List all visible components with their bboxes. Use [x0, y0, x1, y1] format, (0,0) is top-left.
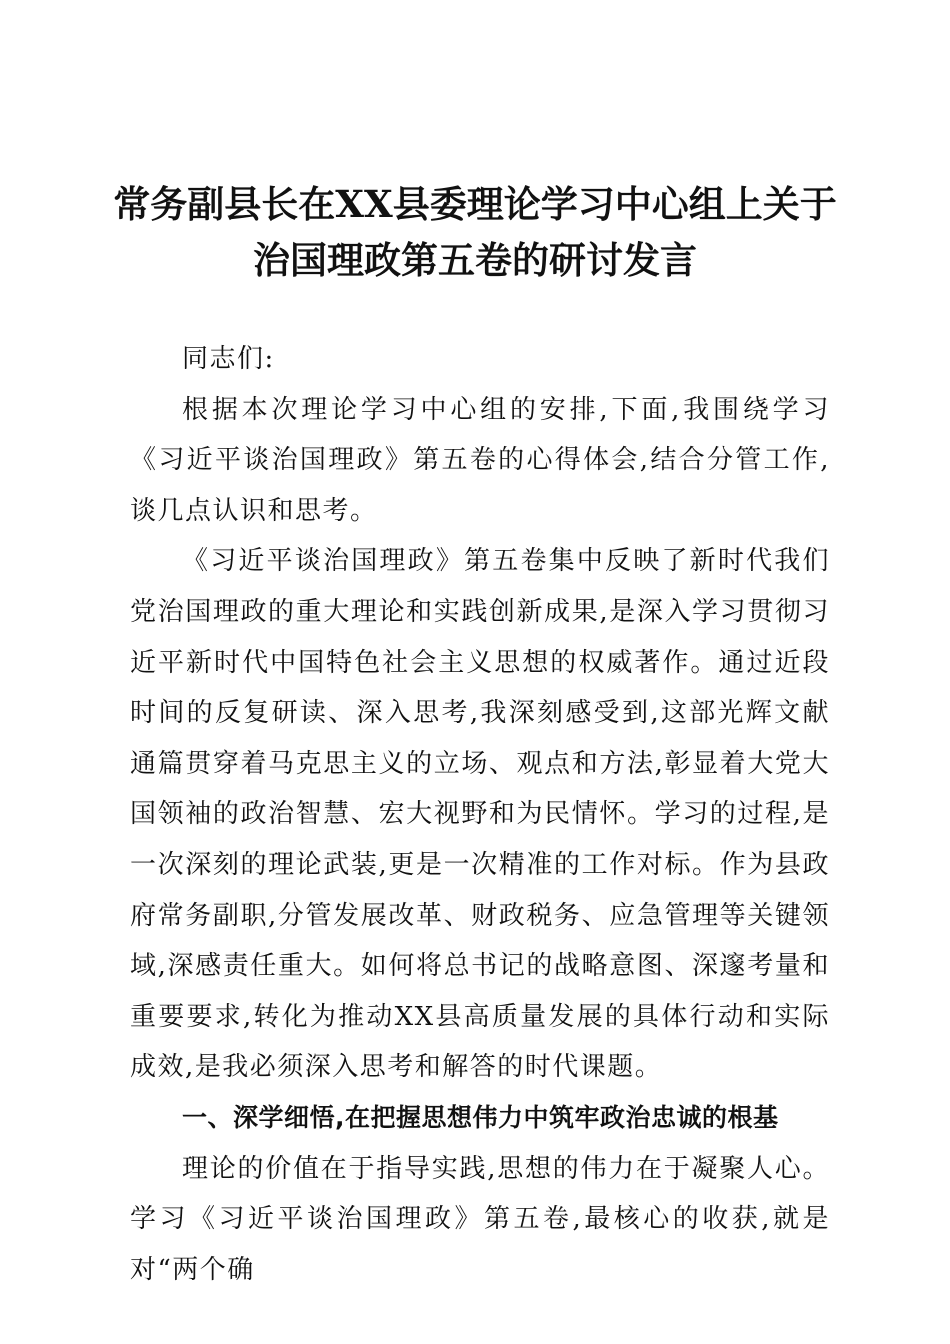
- title-line-1: 常务副县长在XX县委理论学习中心组上关于: [113, 182, 837, 226]
- paragraph-intro: 根据本次理论学习中心组的安排,下面,我围绕学习《习近平谈治国理政》第五卷的心得体会,结合分管工作,谈几点认识和思考。: [130, 394, 830, 526]
- salutation: 同志们:: [182, 344, 275, 374]
- document-title: [100, 176, 850, 288]
- paragraph-overview: 《习近平谈治国理政》第五卷集中反映了新时代我们党治国理政的重大理论和实践创新成果,是深入学习贯彻习近平新时代中国特色社会主义思想的权威著作。通过近段时间的反复研读、深入思考,我深刻感受到,这部光辉文献通篇贯穿着马克思主义的立场、观点和方法,彰显着大党大国领袖的政治智慧、宏大视野和为民情怀。学习的过程,是一次深刻的理论武装,更是一次精准的工作对标。作为县政府常务副职,分管发展改革、财政税务、应急管理等关键领域,深感责任重大。如何将总书记的战略意图、深邃考量和重要要求,转化为推动XX县高质量发展的具体行动和实际成效,是我必须深入思考和解答的时代课题。: [130, 546, 830, 1083]
- section-1-paragraph: 理论的价值在于指导实践,思想的伟力在于凝聚人心。学习《习近平谈治国理政》第五卷,最核心的收获,就是对“两个确: [130, 1153, 830, 1285]
- section-heading-1: 一、深学细悟,在把握思想伟力中筑牢政治忠诚的根基: [182, 1102, 779, 1132]
- document-body: [130, 334, 830, 1295]
- title-line-2: 治国理政第五卷的研讨发言: [253, 238, 697, 282]
